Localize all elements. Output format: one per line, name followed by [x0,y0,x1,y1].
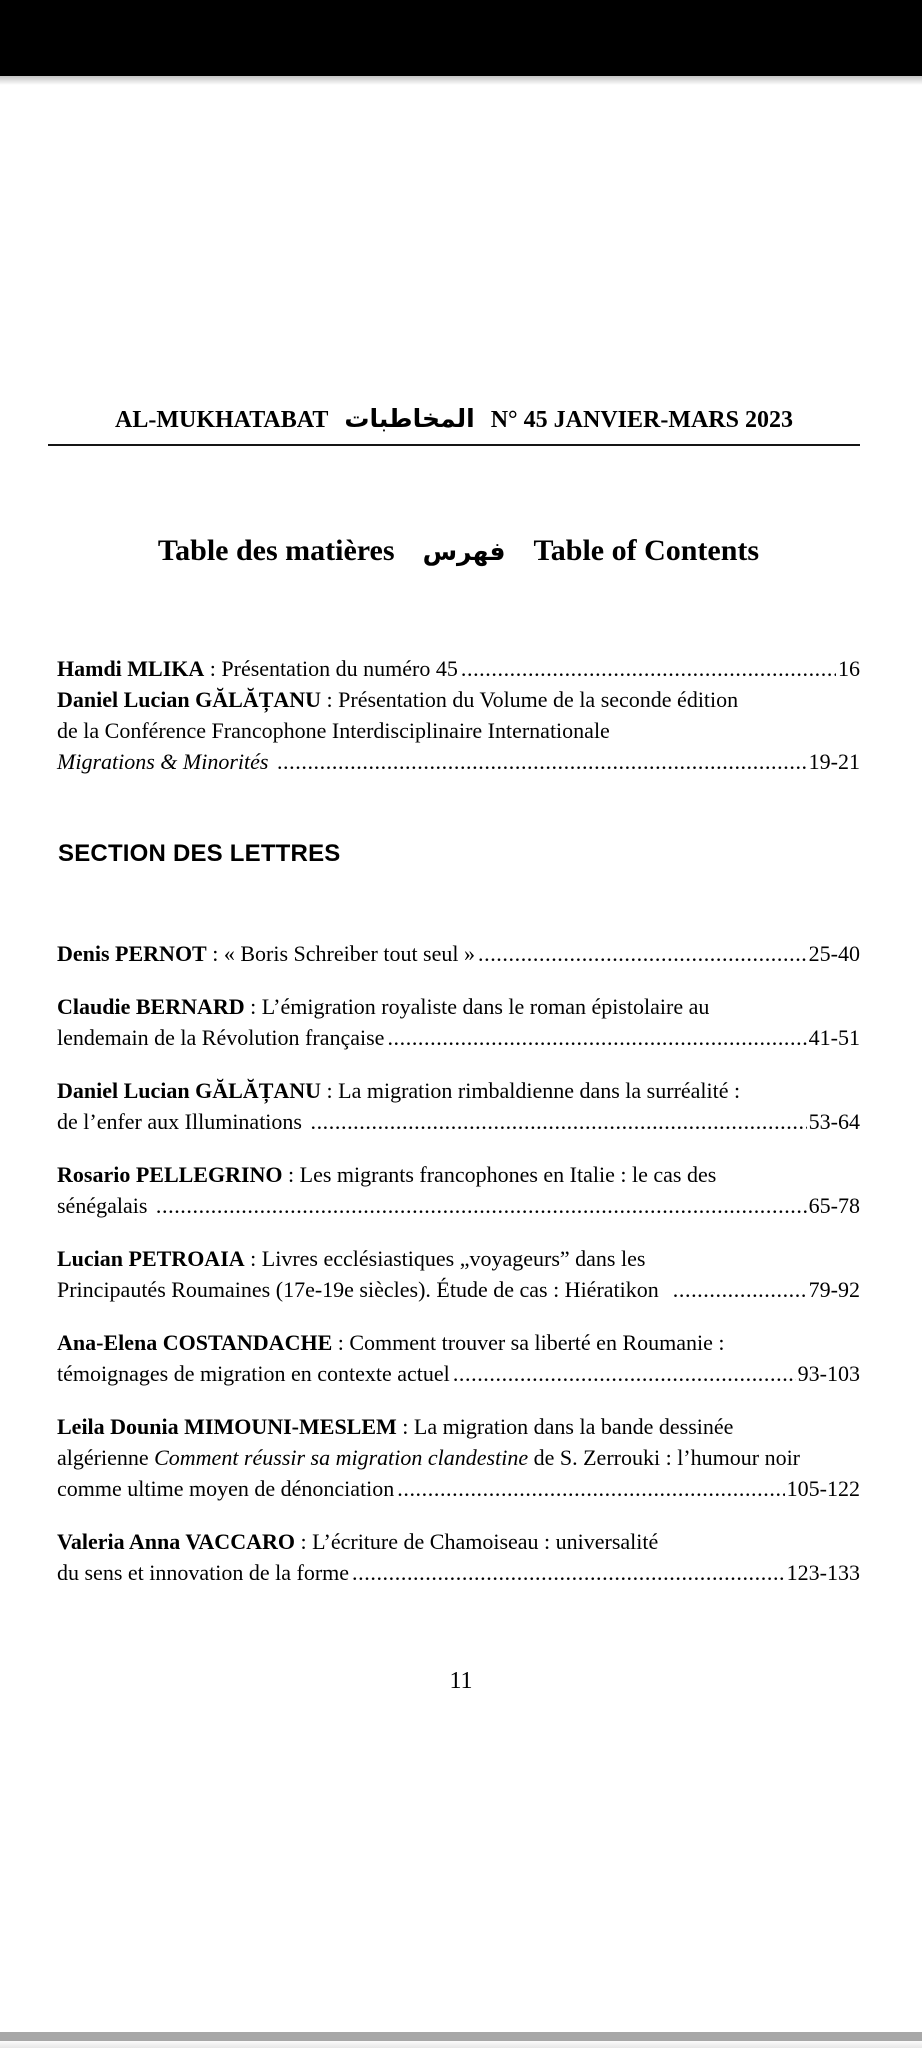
toc-line [57,1327,860,1358]
toc-line-text [57,684,738,715]
author-name: Ana-Elena COSTANDACHE [57,1330,333,1355]
title-text: : Les migrants francophones en Italie : le cas des [282,1162,717,1187]
section-heading-lettres: SECTION DES LETTRES [58,840,341,867]
toc-line-text [57,1526,658,1557]
toc-line-text [57,1442,800,1473]
title-text: de la Conférence Francophone Interdisciplinaire Internationale [57,718,610,743]
author-name: Claudie BERNARD [57,994,245,1019]
title-text: algérienne [57,1445,155,1470]
toc-line-text [57,715,610,746]
toc-line [57,1274,860,1305]
title-text: de S. Zerrouki : l’humour noir [528,1445,801,1470]
toc-line [57,715,860,746]
toc-line [57,1106,860,1137]
journal-title-arabic: المخاطبات [344,404,475,433]
toc-title-arabic: فهرس [422,537,506,566]
title-text: comme ultime moyen de dénonciation [57,1476,395,1501]
toc-line-text [57,1358,450,1389]
page-gap-bar [0,2032,922,2041]
journal-header [48,404,860,434]
toc-line [57,1442,860,1473]
header-rule [48,444,860,446]
toc-line-text [57,1327,725,1358]
author-name: Lucian PETROAIA [57,1246,245,1271]
title-text: : Présentation du Volume de la seconde édition [321,687,739,712]
title-text: : L’écriture de Chamoiseau : universalité [294,1529,659,1554]
toc-line [57,684,860,715]
toc-line-text [57,1190,153,1221]
dot-leader [156,1190,807,1221]
page-range: 25-40 [808,941,860,966]
dot-leader [310,1106,806,1137]
toc-line [57,1022,860,1053]
toc-line-text [57,1106,307,1137]
title-text: : L’émigration royaliste dans le roman épistolaire au [244,994,710,1019]
page-top-shadow [0,76,922,85]
toc-entry [57,1411,860,1504]
dot-leader [673,1274,807,1305]
toc-title [57,534,860,568]
toc-line-text [57,1075,740,1106]
toc-title-english: Table of Contents [533,534,760,567]
author-name: Daniel Lucian GĂLĂȚANU [57,687,322,712]
toc-line-text [57,1243,645,1274]
dot-leader [461,653,836,684]
toc-line-text [57,1159,716,1190]
toc-line-text [57,746,274,777]
toc-entry [57,684,860,777]
page-range: 19-21 [808,749,860,774]
toc-entry [57,991,860,1053]
toc-line-text [57,1022,384,1053]
toc-line [57,938,860,969]
journal-title-latin: AL-MUKHATABAT [115,407,329,433]
dot-leader [453,1358,796,1389]
author-name: Hamdi MLIKA [57,656,205,681]
dot-leader [352,1557,785,1588]
toc-line [57,1159,860,1190]
title-text: du sens et innovation de la forme [57,1560,350,1585]
title-text: : La migration rimbaldienne dans la surréalité : [321,1078,741,1103]
toc-line [57,1190,860,1221]
dot-leader [397,1473,784,1504]
page-number: 11 [449,1668,473,1694]
page-range: 123-133 [786,1560,860,1585]
title-text: : Présentation du numéro 45 [204,656,458,681]
toc-entry [57,653,860,684]
toc-line-text [57,1274,670,1305]
toc-line [57,1358,860,1389]
author-name: Rosario PELLEGRINO [57,1162,283,1187]
toc-line [57,1243,860,1274]
page-range: 79-92 [808,1277,860,1302]
page-range: 93-103 [797,1361,860,1386]
author-name: Denis PERNOT [57,941,207,966]
toc-line-text [57,653,458,684]
toc-line [57,746,860,777]
work-title: Comment réussir sa migration clandestine [154,1445,529,1470]
front-matter-list [57,653,860,777]
author-name: Daniel Lucian GĂLĂȚANU [57,1078,322,1103]
toc-line [57,653,860,684]
toc-entry [57,1327,860,1389]
page-gap-strip [0,2041,922,2048]
toc-line-text [57,1473,394,1504]
toc-entry [57,1159,860,1221]
toc-line-text [57,1557,349,1588]
dot-leader [277,746,807,777]
toc-entry [57,1075,860,1137]
author-name: Leila Dounia MIMOUNI-MESLEM [57,1414,397,1439]
toc-line-text [57,1411,733,1442]
title-text: : Comment trouver sa liberté en Roumanie : [332,1330,725,1355]
top-letterbox-bar [0,0,922,76]
toc-line-text [57,991,709,1022]
work-title: Migrations & Minorités [57,749,274,774]
journal-issue: N° 45 JANVIER-MARS 2023 [490,407,793,433]
page-range: 16 [838,656,860,681]
toc-line [57,1075,860,1106]
title-text: : La migration dans la bande dessinée [396,1414,734,1439]
toc-entry [57,1526,860,1588]
toc-line [57,1473,860,1504]
page-range: 65-78 [808,1193,860,1218]
title-text: de l’enfer aux Illuminations [57,1109,308,1134]
title-text: lendemain de la Révolution française [57,1025,385,1050]
toc-line [57,1411,860,1442]
title-text: : Livres ecclésiastiques „voyageurs” dans les [244,1246,646,1271]
author-name: Valeria Anna VACCARO [57,1529,295,1554]
title-text: témoignages de migration en contexte actuel [57,1361,450,1386]
section-entry-list [57,938,860,1610]
dot-leader [478,938,807,969]
dot-leader [387,1022,806,1053]
title-text: : « Boris Schreiber tout seul » [206,941,475,966]
toc-line-text [57,938,475,969]
toc-line [57,991,860,1022]
toc-line [57,1526,860,1557]
page-range: 53-64 [808,1109,860,1134]
page-range: 41-51 [808,1025,860,1050]
title-text: Principautés Roumaines (17e-19e siècles). Étude de cas : Hiératikon [57,1277,670,1302]
toc-title-french: Table des matières [157,534,395,567]
title-text: sénégalais [57,1193,153,1218]
toc-entry [57,938,860,969]
page-range: 105-122 [786,1476,860,1501]
toc-line [57,1557,860,1588]
toc-entry [57,1243,860,1305]
